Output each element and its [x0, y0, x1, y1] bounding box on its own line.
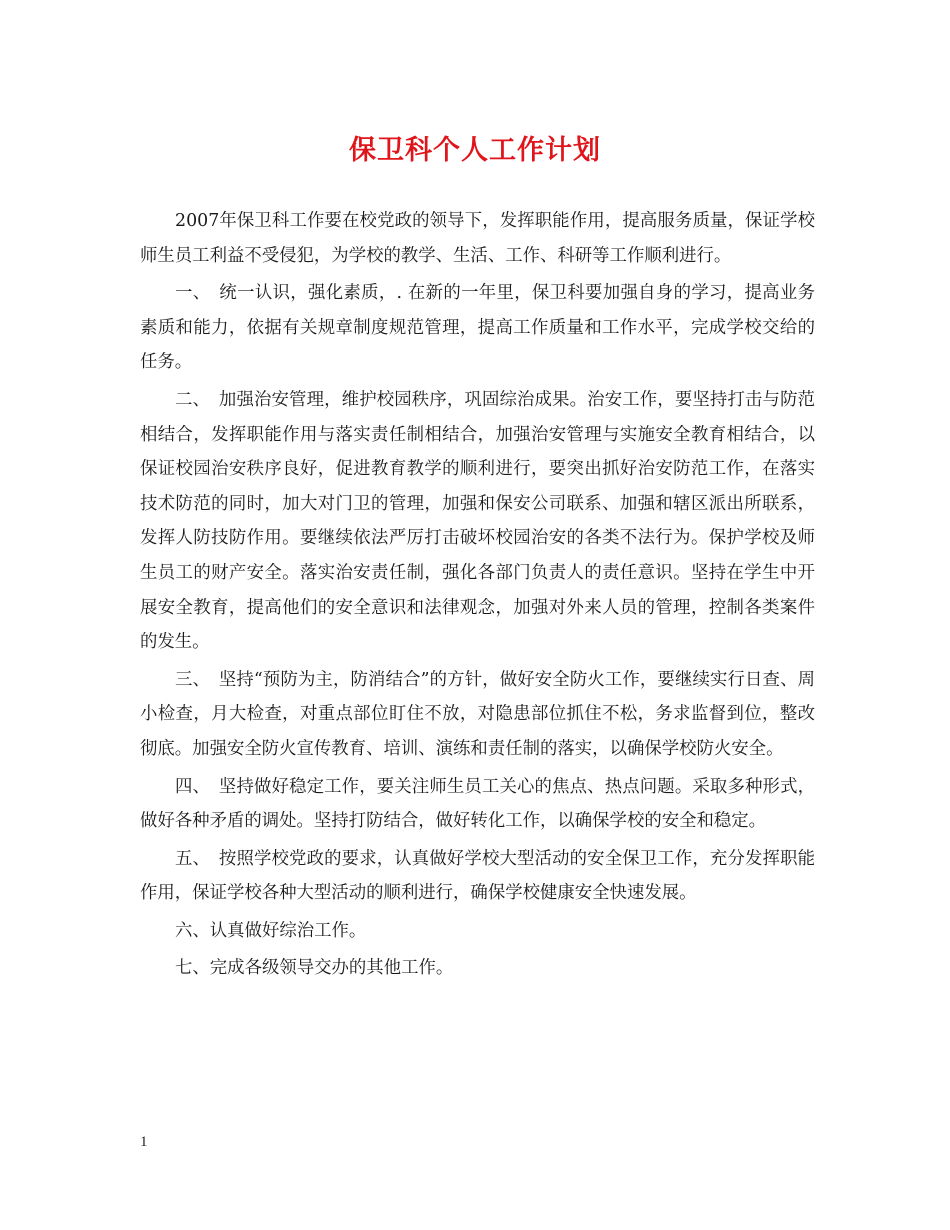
document-title: 保卫科个人工作计划 — [349, 135, 601, 166]
paragraph-item-5: 五、 按照学校党政的要求，认真做好学校大型活动的安全保卫工作，充分发挥职能作用，保证学校各种大型活动的顺利进行，确保学校健康安全快速发展。 — [140, 848, 815, 904]
paragraph-item-6: 六、认真做好综治工作。 — [175, 920, 367, 941]
paragraph-item-3: 三、 坚持“预防为主，防消结合”的方针，做好安全防火工作，要继续实行日查、周小检查，月大检查，对重点部位盯住不放，对隐患部位抓住不松，务求监督到位，整改彻底。加强安全防火宣传教育、培训、演练和责任制的落实，以确保学校防火安全。 — [140, 669, 815, 759]
paragraph-item-7: 七、完成各级领导交办的其他工作。 — [175, 958, 454, 979]
paragraph-item-4: 四、 坚持做好稳定工作，要关注师生员工关心的焦点、热点问题。采取多种形式，做好各种矛盾的调处。坚持打防结合，做好转化工作，以确保学校的安全和稳定。 — [140, 776, 815, 832]
paragraph-item-1: 一、 统一认识，强化素质，. 在新的一年里，保卫科要加强自身的学习，提高业务素质和能力，依据有关规章制度规范管理，提高工作质量和工作水平，完成学校交给的任务。 — [140, 283, 815, 373]
paragraph-intro: 2007年保卫科工作要在校党政的领导下，发挥职能作用，提高服务质量，保证学校师生员工利益不受侵犯，为学校的教学、生活、工作、科研等工作顺利进行。 — [140, 211, 815, 266]
page-number: 1 — [140, 1134, 148, 1150]
paragraph-item-2: 二、 加强治安管理，维护校园秩序，巩固综治成果。治安工作，要坚持打击与防范相结合，发挥职能作用与落实责任制相结合，加强治安管理与实施安全教育相结合，以保证校园治安秩序良好，促进教育教学的顺利进行，要突出抓好治安防范工作，在落实技术防范的同时，加大对门卫的管理，加强和保安公司联系、加强和辖区派出所联系，发挥人防技防作用。要继续依法严厉打击破坏校园治安的各类不法行为。保护学校及师生员工的财产安全。落实治安责任制，强化各部门负责人的责任意识。坚持在学生中开展安全教育，提高他们的安全意识和法律观念，加强对外来人员的管理，控制各类案件的发生。 — [140, 389, 815, 653]
document-body — [140, 204, 815, 986]
